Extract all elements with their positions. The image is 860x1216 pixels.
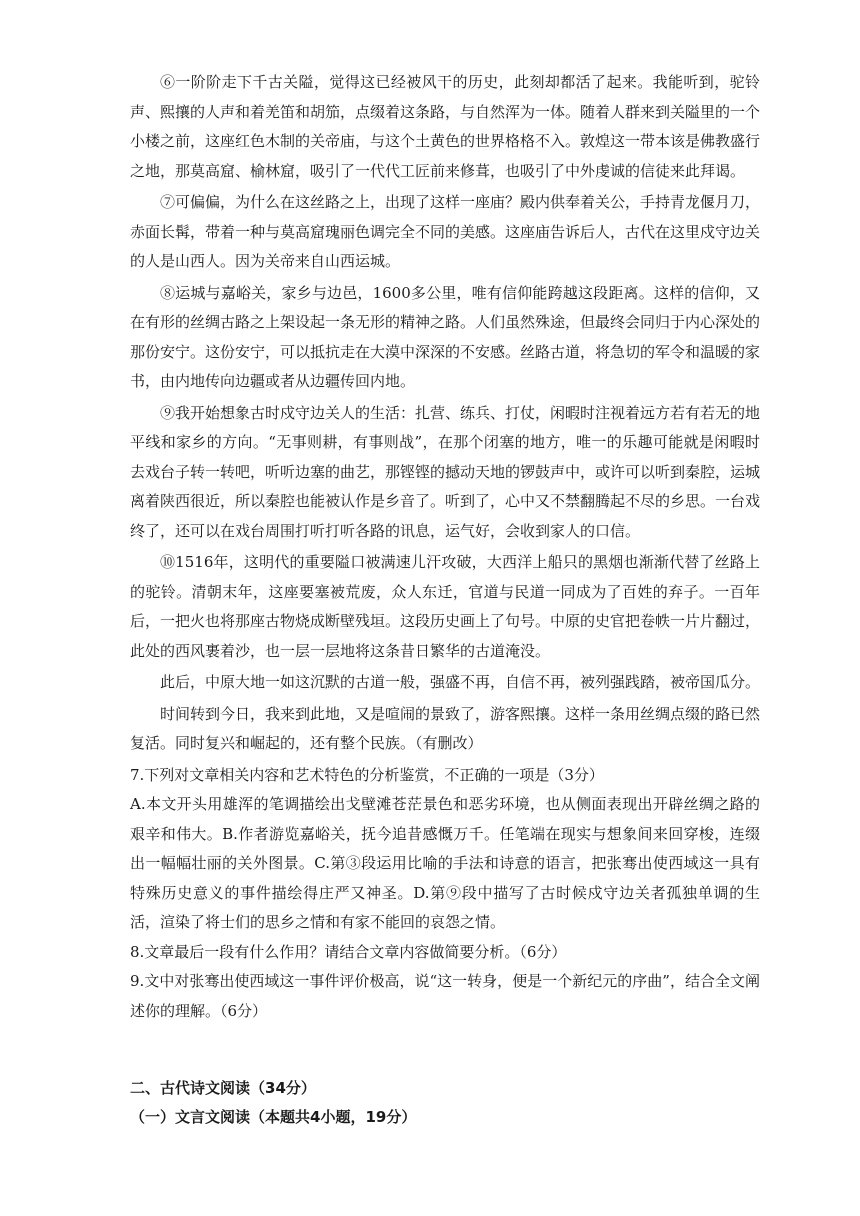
paragraph-10: ⑩1516年，这明代的重要隘口被满速儿汗攻破，大西洋上船只的黑烟也渐渐代替了丝路上的驼铃。清朝末年，这座要塞被荒废，众人东迁，官道与民道一同成为了百姓的弃子。一百年后，一把火也将那座古物烧成断壁残垣。这段历史画上了句号。中原的史官把卷帙一片片翻过，此处的西风裹着沙，也一层一层地将这条昔日繁华的古道淹没。: [130, 553, 761, 660]
subsection-1-title: （一）文言文阅读（本题共4小题，19分）: [130, 1108, 417, 1126]
article-body: [130, 68, 760, 759]
paragraph-11: 此后，中原大地一如这沉默的古道一般，强盛不再，自信不再，被列强践踏，被帝国瓜分。: [160, 673, 761, 691]
question-9: 9.文中对张骞出使西域这一事件评价极高，说“这一转身，便是一个新纪元的序曲”，结合全文阐述你的理解。（6分）: [130, 972, 760, 1020]
question-7: 7.下列对文章相关内容和艺术特色的分析鉴赏，不正确的一项是（3分）: [130, 765, 604, 784]
paragraph-6: ⑥一阶阶走下千古关隘，觉得这已经被风干的历史，此刻却都活了起来。我能听到，驼铃声、熙攘的人声和着羌笛和胡笳，点缀着这条路，与自然浑为一体。随着人群来到关隘里的一个小楼之前，这座红色木制的关帝庙，与这个土黄色的世界格格不入。敦煌这一带本该是佛教盛行之地，那莫高窟、榆林窟，吸引了一代代工匠前来修葺，也吸引了中外虔诚的信徒来此拜谒。: [130, 73, 761, 180]
paragraph-8: ⑧运城与嘉峪关，家乡与边邑，1600多公里，唯有信仰能跨越这段距离。这样的信仰，又在有形的丝绸古路之上架设起一条无形的精神之路。人们虽然殊途，但最终会同归于内心深处的那份安宁。这份安宁，可以抵抗走在大漠中深深的不安感。丝路古道，将急切的军令和温暖的家书，由内地传向边疆或者从边疆传回内地。: [130, 283, 761, 390]
question-8: 8.文章最后一段有什么作用？请结合文章内容做简要分析。（6分）: [130, 942, 567, 961]
paragraph-12: 时间转到今日，我来到此地，又是喧闹的景致了，游客熙攘。这样一条用丝绸点缀的路已然复活。同时复兴和崛起的，还有整个民族。（有删改）: [130, 704, 761, 752]
paragraph-9: ⑨我开始想象古时戍守边关人的生活：扎营、练兵、打仗，闲暇时注视着远方若有若无的地平线和家乡的方向。“无事则耕，有事则战”，在那个闭塞的地方，唯一的乐趣可能就是闲暇时去戏台子转一转吧，听听边塞的曲艺，那铿铿的撼动天地的锣鼓声中，或许可以听到秦腔，运城离着陕西很近，所以秦腔也能被认作是乡音了。听到了，心中又不禁翻腾起不尽的乡思。一台戏终了，还可以在戏台周围打听打听各路的讯息，运气好，会收到家人的口信。: [130, 403, 761, 540]
section-2-title: 二、古代诗文阅读（34分）: [130, 1079, 316, 1097]
questions: [130, 761, 760, 1027]
paragraph-7: ⑦可偏偏，为什么在这丝路之上，出现了这样一座庙？殿内供奉着关公，手持青龙偃月刀，赤面长髯，带着一种与莫高窟瑰丽色调完全不同的美感。这座庙告诉后人，古代在这里戍守边关的人是山西人。因为关帝来自山西运城。: [130, 193, 761, 270]
question-7-options: A.本文开头用雄浑的笔调描绘出戈壁滩苍茫景色和恶劣环境，也从侧面表现出开辟丝绸之路的艰辛和伟大。B.作者游览嘉峪关，抚今追昔感慨万千。任笔端在现实与想象间来回穿梭，连缀出一幅幅壮丽的关外图景。C.第③段运用比喻的手法和诗意的语言，把张骞出使西域这一具有特殊历史意义的事件描绘得庄严又神圣。D.第⑨段中描写了古时候戍守边关者孤独单调的生活，渲染了将士们的思乡之情和有家不能回的哀怨之情。: [130, 795, 760, 931]
